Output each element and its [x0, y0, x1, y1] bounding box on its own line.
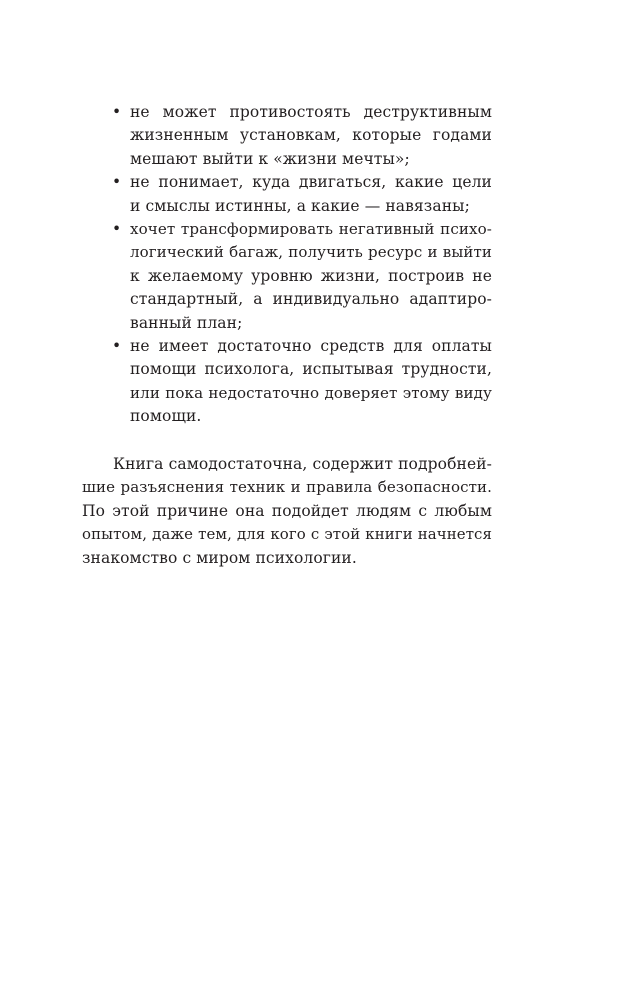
bullet-item [112, 218, 492, 335]
bullet-line: помощи. [130, 407, 202, 426]
bullet-line: логический багаж, получить ресурс и выйти [130, 243, 492, 262]
bullet-icon: • [112, 219, 122, 238]
bullet-line: мешают выйти к «жизни мечты»; [130, 149, 410, 168]
bullet-line: стандартный, а индивидуально адаптиро- [130, 290, 492, 309]
bullet-item [112, 171, 492, 218]
bullet-line: жизненным установкам, которые годами [130, 126, 492, 145]
bullet-line: хочет трансформировать негативный психо- [130, 219, 492, 238]
bullet-line: и смыслы истинны, а какие — навязаны; [130, 196, 470, 215]
paragraph-line: Книга самодостаточна, содержит подробней- [113, 455, 492, 473]
bullet-line: помощи психолога, испытывая трудности, [130, 360, 492, 379]
bullet-line: или пока недостаточно доверяет этому виду [130, 383, 492, 402]
bullet-icon: • [112, 173, 122, 192]
bullet-icon: • [112, 103, 122, 121]
bullet-line: не может противостоять деструктивным [130, 103, 492, 121]
bullet-item [112, 335, 492, 429]
paragraph-line: шие разъяснения техник и правила безопасности. [82, 478, 492, 497]
bullet-line: к желаемому уровню жизни, построив не [130, 266, 492, 285]
paragraph-line: По этой причине она подойдет людям с любым [82, 501, 492, 520]
bullet-list [112, 101, 492, 428]
bullet-line: не имеет достаточно средств для оплаты [130, 336, 492, 355]
bullet-line: ванный план; [130, 313, 243, 332]
paragraph-line: знакомство с миром психологии. [82, 548, 357, 567]
paragraph-line: опытом, даже тем, для кого с этой книги начнется [82, 525, 492, 544]
bullet-line: не понимает, куда двигаться, какие цели [130, 173, 492, 192]
bullet-icon: • [112, 336, 122, 355]
bullet-item [112, 101, 492, 171]
body-paragraph [82, 453, 492, 570]
